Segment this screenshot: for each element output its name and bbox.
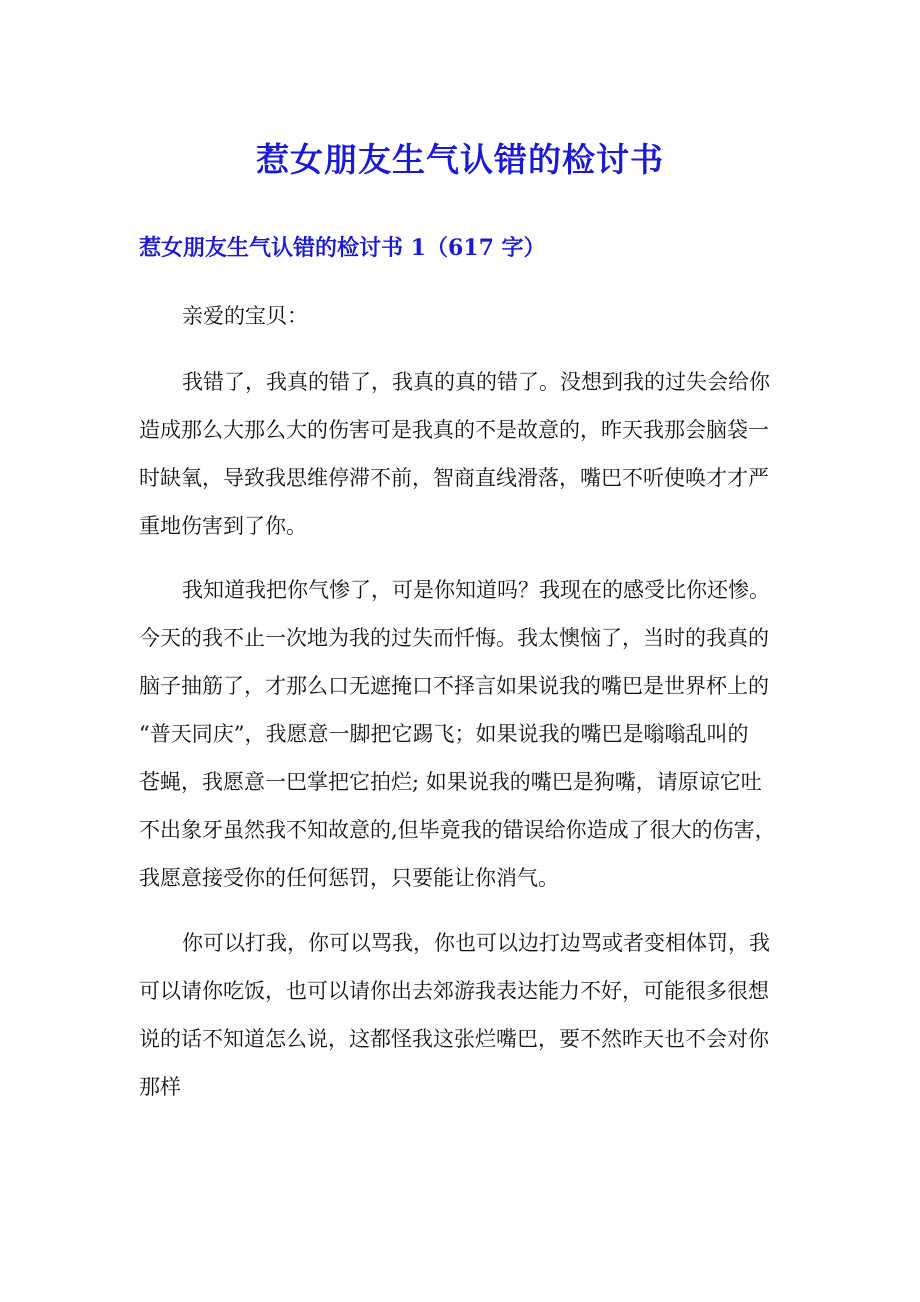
body-paragraph-2: [139, 566, 787, 902]
body-paragraph-1: [139, 358, 787, 550]
paragraph-line: 可以请你吃饭，也可以请你出去郊游我表达能力不好，可能很多很想: [139, 979, 769, 1003]
paragraph-line: 我错了，我真的错了，我真的真的错了。没想到我的过失会给你: [182, 370, 770, 394]
paragraph-line: 你可以打我，你可以骂我，你也可以边打边骂或者变相体罚，我: [182, 931, 770, 955]
paragraph-line: 那样: [139, 1075, 181, 1099]
paragraph-line: 脑子抽筋了，才那么口无遮掩口不择言如果说我的嘴巴是世界杯上的: [139, 674, 769, 698]
paragraph-line: 造成那么大那么大的伤害可是我真的不是故意的，昨天我那会脑袋一: [139, 418, 769, 442]
paragraph-line: 苍蝇，我愿意一巴掌把它拍烂; 如果说我的嘴巴是狗嘴，请原谅它吐: [139, 770, 762, 794]
paragraph-line: 我愿意接受你的任何惩罚，只要能让你消气。: [139, 866, 559, 890]
salutation-paragraph: [139, 292, 787, 340]
paragraph-line: 亲爱的宝贝：: [182, 304, 308, 328]
paragraph-line: 时缺氧，导致我思维停滞不前，智商直线滑落，嘴巴不听使唤才才严: [139, 466, 769, 490]
section-heading: 惹女朋友生气认错的检讨书 1（617 字）: [139, 235, 546, 261]
paragraph-line: 不出象牙虽然我不知故意的,但毕竟我的错误给你造成了很大的伤害，: [139, 818, 776, 842]
paragraph-line: 今天的我不止一次地为我的过失而忏悔。我太懊恼了，当时的我真的: [139, 626, 769, 650]
body-paragraph-3: [139, 919, 787, 1111]
paragraph-line: 重地伤害到了你。: [139, 514, 307, 538]
document-title: 惹女朋友生气认错的检讨书: [256, 140, 664, 179]
paragraph-line: “普天同庆”，我愿意一脚把它踢飞；如果说我的嘴巴是嗡嗡乱叫的: [139, 722, 749, 746]
paragraph-line: 说的话不知道怎么说，这都怪我这张烂嘴巴，要不然昨天也不会对你: [139, 1027, 769, 1051]
paragraph-line: 我知道我把你气惨了，可是你知道吗？我现在的感受比你还惨。: [182, 578, 770, 602]
